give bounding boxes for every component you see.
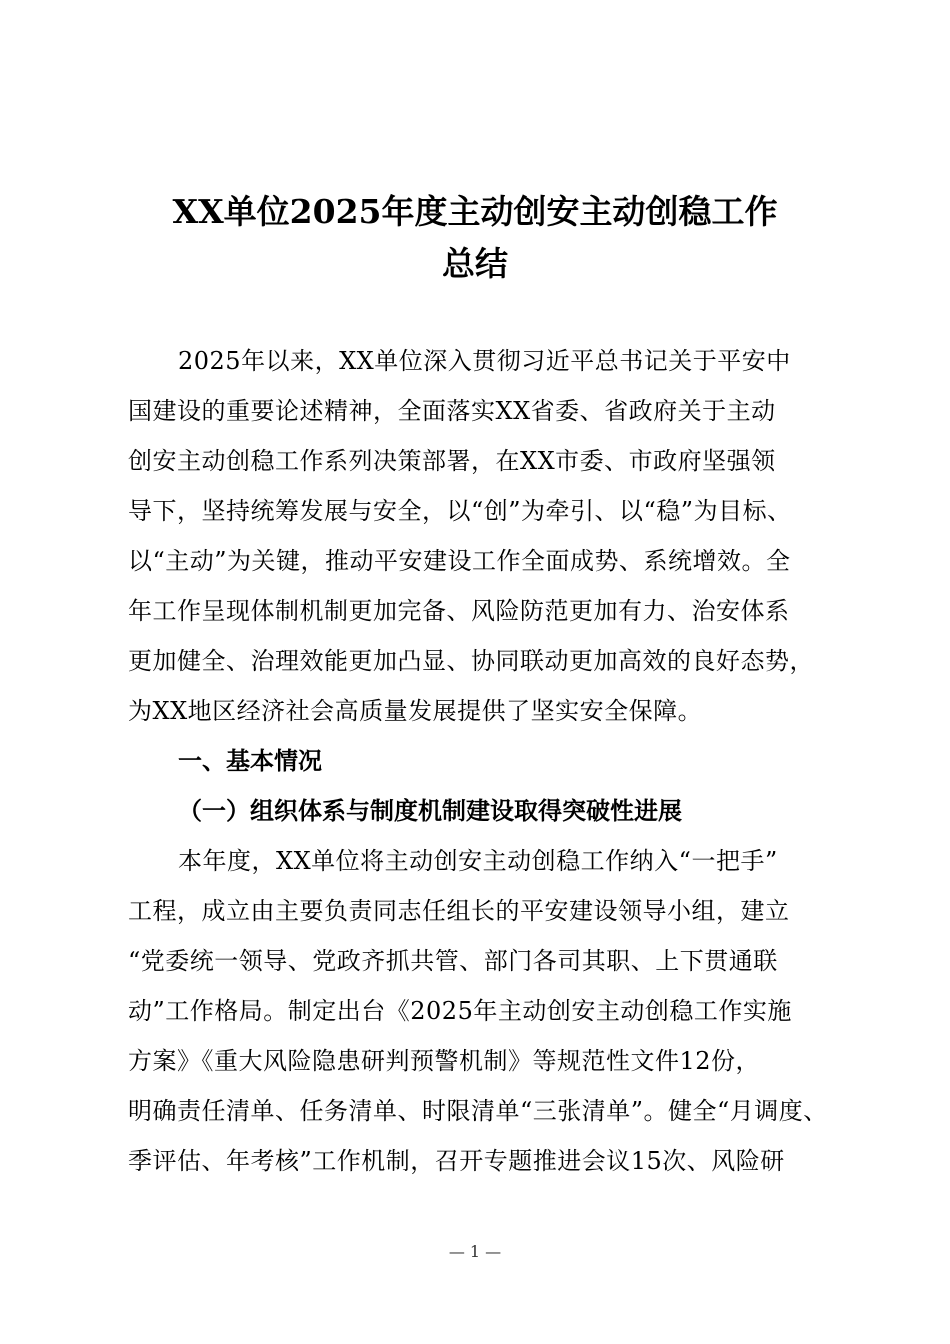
intro-line: 导下，坚持统筹发展与安全，以“创”为牵引、以“稳”为目标、 [128,497,792,525]
section-line: 明确责任清单、任务清单、时限清单“三张清单”。健全“月调度、 [128,1097,828,1125]
section-line: 工程，成立由主要负责同志任组长的平安建设领导小组，建立 [128,897,790,925]
section-line: 本年度，XX单位将主动创安主动创稳工作纳入“一把手” [178,847,778,875]
intro-line: 更加健全、治理效能更加凸显、协同联动更加高效的良好态势， [128,647,814,675]
intro-line: 国建设的重要论述精神，全面落实XX省委、省政府关于主动 [128,397,776,425]
intro-line: 创安主动创稳工作系列决策部署，在XX市委、市政府坚强领 [128,447,776,475]
section-line: 方案》《重大风险隐患研判预警机制》等规范性文件12份， [128,1047,761,1075]
title-line-2: 总结 [442,244,508,283]
intro-line: 年工作呈现体制机制更加完备、风险防范更加有力、治安体系 [128,597,790,625]
document-body [128,336,850,1186]
intro-line: 以“主动”为关键，推动平安建设工作全面成势、系统增效。全 [128,547,791,575]
document-title [100,186,850,290]
section-heading-1: 一、基本情况 [178,747,322,775]
section-heading-2: （一）组织体系与制度机制建设取得突破性进展 [178,797,682,825]
page-number: — 1 — [448,1242,502,1261]
section-line: 动”工作格局。制定出台《2025年主动创安主动创稳工作实施 [128,997,792,1025]
intro-line: 为XX地区经济社会高质量发展提供了坚实安全保障。 [128,697,703,725]
title-line-1: XX单位2025年度主动创安主动创稳工作 [172,192,778,231]
intro-line: 2025年以来，XX单位深入贯彻习近平总书记关于平安中 [178,347,791,375]
section-line: “党委统一领导、党政齐抓共管、部门各司其职、上下贯通联 [128,947,778,975]
section-line: 季评估、年考核”工作机制，召开专题推进会议15次、风险研 [128,1147,785,1175]
